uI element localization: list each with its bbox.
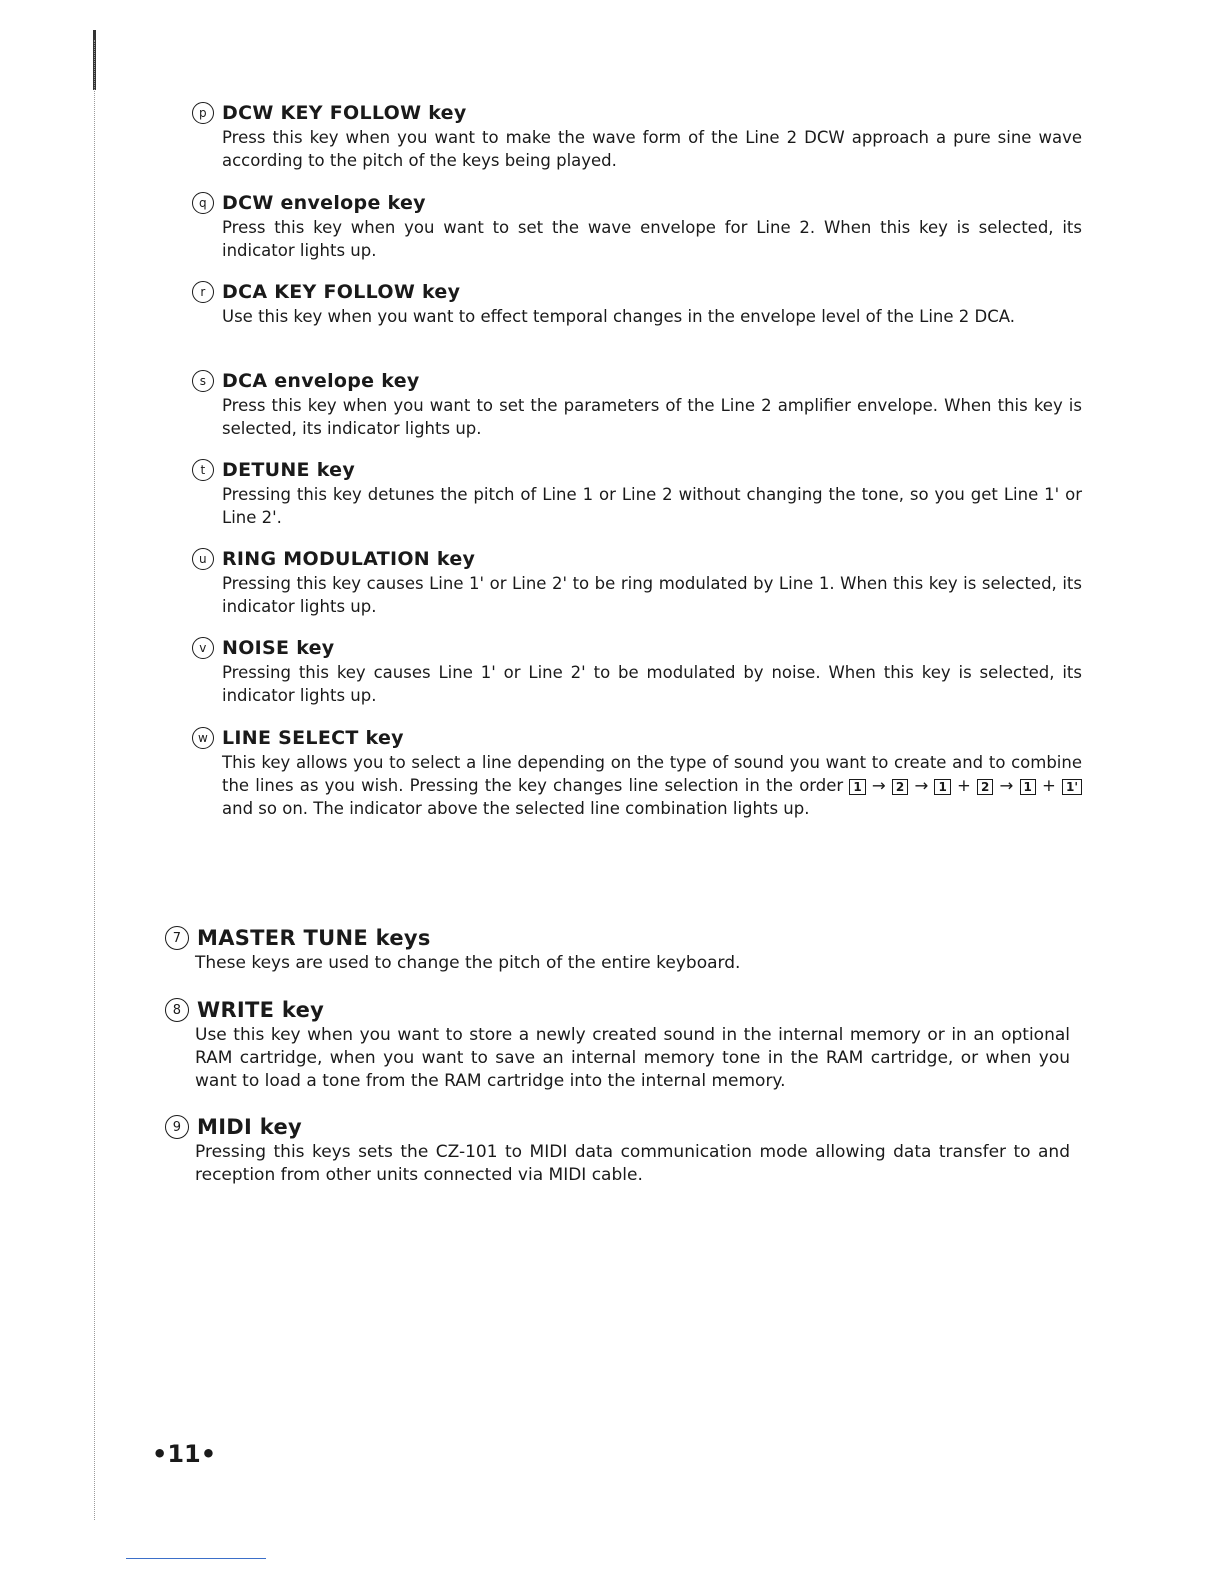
line-key-box: 2 <box>977 779 993 795</box>
entry-title: MIDI key <box>197 1115 303 1139</box>
entry-midi <box>165 1115 1070 1187</box>
line-key-box: 2 <box>892 779 908 795</box>
entry-body: Pressing this key causes Line 1' or Line 2' to be ring modulated by Line 1. When this key is selected, its indicator lights up. <box>222 574 1082 616</box>
entry-body-text: This key allows you to select a line depending on the type of sound you want to create and to combine the lines as you wish. Pressing the key changes line selection in the order <box>222 753 1082 795</box>
entry-body: Pressing this key detunes the pitch of Line 1 or Line 2 without changing the tone, so you get Line 1' or Line 2'. <box>222 485 1082 527</box>
entry-title: DCW KEY FOLLOW key <box>222 102 467 124</box>
entry-title: DCW envelope key <box>222 192 426 214</box>
entry-dcw-key-follow <box>192 102 1082 172</box>
entry-body <box>222 751 1082 820</box>
entry-heading <box>192 548 1082 570</box>
entry-heading <box>192 370 1082 392</box>
entry-heading <box>192 637 1082 659</box>
line-key-box: 1 <box>1020 779 1036 795</box>
circled-number-icon: 8 <box>165 998 189 1022</box>
circled-letter-icon: r <box>192 281 214 303</box>
circled-letter-icon: p <box>192 102 214 124</box>
entry-body: Use this key when you want to effect temporal changes in the envelope level of the Line 2 DCA. <box>222 307 1015 326</box>
entry-title: LINE SELECT key <box>222 727 404 749</box>
bottom-rule <box>126 1558 266 1559</box>
entry-heading <box>192 102 1082 124</box>
entry-body: Press this key when you want to make the wave form of the Line 2 DCW approach a pure sine wave according to the pitch of the keys being played. <box>222 128 1082 170</box>
entry-heading <box>165 926 1070 950</box>
entry-noise <box>192 637 1082 707</box>
sequence-separator: + <box>1042 776 1056 795</box>
circled-letter-icon: t <box>192 459 214 481</box>
entry-body: These keys are used to change the pitch of the entire keyboard. <box>195 953 741 973</box>
page-number: •11• <box>152 1440 217 1468</box>
entry-title: DCA KEY FOLLOW key <box>222 281 461 303</box>
entry-body-text: and so on. The indicator above the selected line combination lights up. <box>222 799 810 818</box>
entry-heading <box>192 727 1082 749</box>
entry-write <box>165 998 1070 1093</box>
entry-dcw-envelope <box>192 192 1082 262</box>
entry-title: NOISE key <box>222 637 335 659</box>
entry-title: MASTER TUNE keys <box>197 926 431 950</box>
entry-heading <box>165 1115 1070 1139</box>
line-order-sequence <box>849 776 1082 795</box>
sequence-separator: → <box>914 776 929 795</box>
entry-line-select <box>192 727 1082 820</box>
line-key-box: 1' <box>1062 779 1082 795</box>
circled-letter-icon: w <box>192 727 214 749</box>
entry-body: Press this key when you want to set the wave envelope for Line 2. When this key is selected, its indicator lights up. <box>222 218 1082 260</box>
entry-heading <box>192 459 1082 481</box>
circled-letter-icon: q <box>192 192 214 214</box>
entry-dca-key-follow <box>192 281 1082 328</box>
entry-heading <box>165 998 1070 1022</box>
sequence-separator: → <box>999 776 1014 795</box>
entry-body: Press this key when you want to set the parameters of the Line 2 amplifier envelope. When this key is selected, its indicator lights up. <box>222 396 1082 438</box>
line-key-box: 1 <box>934 779 950 795</box>
circled-letter-icon: v <box>192 637 214 659</box>
entry-master-tune <box>165 926 1070 975</box>
circled-letter-icon: s <box>192 370 214 392</box>
entry-dca-envelope <box>192 370 1082 440</box>
entry-ring-modulation <box>192 548 1082 618</box>
entry-detune <box>192 459 1082 529</box>
circled-number-icon: 9 <box>165 1115 189 1139</box>
margin-dotted-rule <box>94 40 95 1520</box>
entry-body: Pressing this key causes Line 1' or Line 2' to be modulated by noise. When this key is selected, its indicator lights up. <box>222 663 1082 705</box>
entry-body: Use this key when you want to store a newly created sound in the internal memory or in an optional RAM cartridge, when you want to save an internal memory tone in the RAM cartridge, or when you want to load a tone from the RAM cartridge into the internal memory. <box>195 1025 1070 1091</box>
sequence-separator: + <box>956 776 971 795</box>
circled-letter-icon: u <box>192 548 214 570</box>
entry-heading <box>192 192 1082 214</box>
line-key-box: 1 <box>849 779 865 795</box>
entry-title: DETUNE key <box>222 459 356 481</box>
sequence-separator: → <box>871 776 886 795</box>
entry-title: DCA envelope key <box>222 370 420 392</box>
circled-number-icon: 7 <box>165 926 189 950</box>
entry-title: WRITE key <box>197 998 325 1022</box>
entry-title: RING MODULATION key <box>222 548 476 570</box>
entry-heading <box>192 281 1082 303</box>
entry-body: Pressing this keys sets the CZ-101 to MIDI data communication mode allowing data transfer to and reception from other units connected via MIDI cable. <box>195 1142 1070 1185</box>
